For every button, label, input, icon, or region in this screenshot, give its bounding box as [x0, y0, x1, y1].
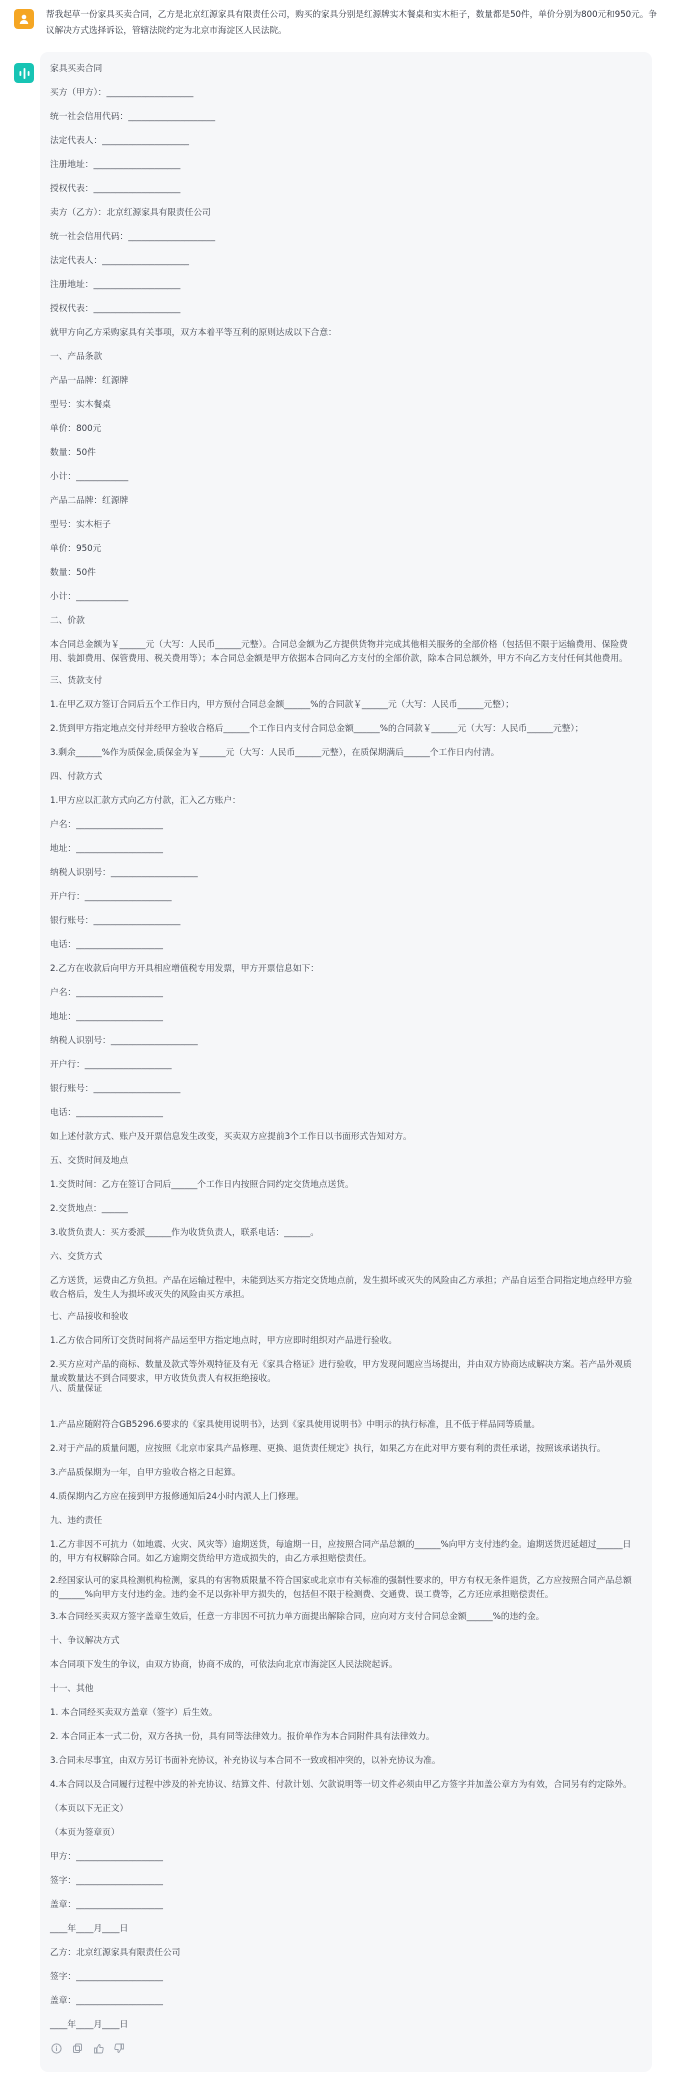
contract-line: 乙方：北京红源家具有限责任公司: [50, 1948, 181, 1958]
contract-line: ____年____月____日: [50, 1924, 129, 1934]
contract-line: 乙方送货，运费由乙方负担。产品在运输过程中，未能到达买方指定交货地点前，发生损坏或灭失的风险由乙方承担；产品自运至合同指定地点经甲方验收合格后，发生人为损坏或灭失的风险由买方承担。: [50, 1276, 633, 1300]
contract-line: 签字：____________________: [50, 1972, 163, 1982]
contract-line: 2. 本合同正本一式二份，双方各执一份，具有同等法律效力。报价单作为本合同附件具有法律效力。: [50, 1732, 435, 1742]
contract-line: 3.剩余______%作为质保金,质保金为￥______元（大写：人民币______元整），在质保期满后______个工作日内付清。: [50, 748, 500, 758]
contract-line: 六、交货方式: [50, 1252, 103, 1262]
contract-line: 1.在甲乙双方签订合同后五个工作日内，甲方预付合同总金额______%的合同款￥______元（大写：人民币______元整）；: [50, 700, 514, 710]
assistant-logo-icon: [14, 63, 34, 83]
contract-line: 十一、其他: [50, 1684, 94, 1694]
contract-line: 1.乙方依合同所订交货时间将产品运至甲方指定地点时，甲方应即时组织对产品进行验收。: [50, 1336, 398, 1346]
contract-line: 3.本合同经买卖双方签字盖章生效后，任意一方非因不可抗力单方面提出解除合同，应向对方支付合同总金额______%的违约金。: [50, 1612, 545, 1622]
contract-line: 签字：____________________: [50, 1876, 163, 1886]
contract-line: 1.乙方非因不可抗力（如地震、火灾、风灾等）逾期送货，每逾期一日，应按照合同产品总额的______%向甲方支付违约金。逾期送货迟延超过______日的，甲方有权解除合同。如乙方逾期交货给甲方造成损失的，由乙方承担赔偿责任。: [50, 1540, 632, 1564]
contract-line: 三、货款支付: [50, 676, 103, 686]
contract-line: 1.交货时间：乙方在签订合同后______个工作日内按照合同约定交货地点送货。: [50, 1180, 354, 1190]
contract-line: 买方（甲方）：____________________: [50, 88, 194, 98]
contract-title: 家具买卖合同: [50, 64, 103, 74]
contract-line: 纳税人识别号：____________________: [50, 868, 198, 878]
contract-line: 就甲方向乙方采购家具有关事项，双方本着平等互利的原则达成以下合意：: [50, 328, 337, 338]
contract-line: 法定代表人：____________________: [50, 136, 189, 146]
contract-line: 户名：____________________: [50, 820, 163, 830]
contract-line: 银行账号：____________________: [50, 916, 181, 926]
contract-line: 八、质量保证: [50, 1384, 103, 1394]
contract-line: 型号：实木餐桌: [50, 400, 111, 410]
response-actions: [50, 2042, 125, 2054]
contract-line: （本页为签章页）: [50, 1828, 120, 1838]
contract-line: 小计：____________: [50, 592, 129, 602]
contract-line: 单价：800元: [50, 424, 102, 434]
contract-line: 开户行：____________________: [50, 1060, 172, 1070]
contract-line: 4.本合同以及合同履行过程中涉及的补充协议、结算文件、付款计划、欠款说明等一切文件必须由甲乙方签字并加盖公章方为有效，合同另有约定除外。: [50, 1780, 632, 1790]
user-message: [14, 8, 664, 39]
contract-line: 1.产品应随附符合GB5296.6要求的《家具使用说明书》，达到《家具使用说明书》中明示的执行标准，且不低于样品同等质量。: [50, 1420, 541, 1430]
contract-line: 电话：____________________: [50, 940, 163, 950]
contract-line: 本合同项下发生的争议，由双方协商，协商不成的，可依法向北京市海淀区人民法院起诉。: [50, 1660, 398, 1670]
contract-line: 地址：____________________: [50, 1012, 163, 1022]
contract-line: 地址：____________________: [50, 844, 163, 854]
thumbs-up-icon[interactable]: [92, 2042, 104, 2054]
contract-line: 产品二品牌：红源牌: [50, 496, 129, 506]
contract-line: 甲方：____________________: [50, 1852, 163, 1862]
contract-line: 盖章：____________________: [50, 1996, 163, 2006]
contract-line: 3.产品质保期为一年，自甲方验收合格之日起算。: [50, 1468, 241, 1478]
contract-line: 一、产品条款: [50, 352, 103, 362]
contract-line: 统一社会信用代码：____________________: [50, 112, 216, 122]
contract-line: 十、争议解决方式: [50, 1636, 120, 1646]
contract-line: ____年____月____日: [50, 2020, 129, 2030]
contract-line: 2.货到甲方指定地点交付并经甲方验收合格后______个工作日内支付合同总金额______%的合同款￥______元（大写：人民币______元整）；: [50, 724, 584, 734]
contract-line: 法定代表人：____________________: [50, 256, 189, 266]
contract-line: 2.经国家认可的家具检测机构检测，家具的有害物质限量不符合国家或北京市有关标准的强制性要求的，甲方有权无条件退货，乙方应按照合同产品总额的______%向甲方支付违约金。违约金不足以弥补甲方损失的，包括但不限于检测费、交通费、误工费等，乙方还应承担赔偿责任。: [50, 1576, 632, 1600]
contract-line: 1.甲方应以汇款方式向乙方付款，汇入乙方账户：: [50, 796, 241, 806]
contract-line: 卖方（乙方）：北京红源家具有限责任公司: [50, 208, 211, 218]
contract-line: 注册地址：____________________: [50, 160, 181, 170]
contract-line: 3.收货负责人：买方委派______作为收货负责人，联系电话：______。: [50, 1228, 319, 1238]
contract-line: 2.乙方在收款后向甲方开具相应增值税专用发票，甲方开票信息如下：: [50, 964, 319, 974]
contract-line: 银行账号：____________________: [50, 1084, 181, 1094]
contract-line: 本合同总金额为￥______元（大写：人民币______元整）。合同总金额为乙方提供货物并完成其他相关服务的全部价格（包括但不限于运输费用、保险费用、装卸费用、保管费用、税关费用等）；本合同总金额是甲方依据本合同向乙方支付的全部价款，除本合同总额外，甲方不向乙方支付任何其他费用。: [50, 640, 628, 664]
contract-line: 3.合同未尽事宜，由双方另订书面补充协议，补充协议与本合同不一致或相冲突的，以补充协议为准。: [50, 1756, 441, 1766]
contract-line: 数量：50件: [50, 568, 96, 578]
info-icon[interactable]: [50, 2042, 62, 2054]
contract-line: 五、交货时间及地点: [50, 1156, 129, 1166]
contract-line: 授权代表：____________________: [50, 184, 181, 194]
contract-line: （本页以下无正文）: [50, 1804, 129, 1814]
contract-line: 四、付款方式: [50, 772, 103, 782]
contract-line: 注册地址：____________________: [50, 280, 181, 290]
contract-line: 盖章：____________________: [50, 1900, 163, 1910]
contract-line: 九、违约责任: [50, 1516, 103, 1526]
contract-line: 七、产品接收和验收: [50, 1312, 129, 1322]
contract-line: 小计：____________: [50, 472, 129, 482]
contract-line: 二、价款: [50, 616, 85, 626]
contract-line: 4.质保期内乙方应在接到甲方报修通知后24小时内派人上门修理。: [50, 1492, 304, 1502]
contract-line: 如上述付款方式、账户及开票信息发生改变，买卖双方应提前3个工作日以书面形式告知对方。: [50, 1132, 412, 1142]
contract-line: 开户行：____________________: [50, 892, 172, 902]
contract-line: 型号：实木柜子: [50, 520, 111, 530]
contract-line: 纳税人识别号：____________________: [50, 1036, 198, 1046]
contract-line: 授权代表：____________________: [50, 304, 181, 314]
contract-line: 2.买方应对产品的商标、数量及款式等外观特征及有无《家具合格证》进行验收，甲方发现问题应当场提出，并由双方协商达成解决方案。若产品外观质量或数量达不到合同要求，甲方收货负责人有权拒绝接收。: [50, 1360, 632, 1384]
contract-line: 单价：950元: [50, 544, 102, 554]
contract-line: 统一社会信用代码：____________________: [50, 232, 216, 242]
contract-line: 电话：____________________: [50, 1108, 163, 1118]
contract-line: 2.对于产品的质量问题，应按照《北京市家具产品修理、更换、退货责任规定》执行，如果乙方在此对甲方要有利的责任承诺，按照该承诺执行。: [50, 1444, 606, 1454]
contract-line: 产品一品牌：红源牌: [50, 376, 129, 386]
contract-line: 1. 本合同经买卖双方盖章（签字）后生效。: [50, 1708, 218, 1718]
user-avatar-icon: [14, 9, 34, 29]
user-message-text: 帮我起草一份家具买卖合同，乙方是北京红源家具有限责任公司，购买的家具分别是红源牌实木餐桌和实木柜子，数量都是50件，单价分别为800元和950元。争议解决方式选择诉讼，管辖法院约定为北京市海淀区人民法院。: [46, 10, 657, 36]
assistant-response-card: [40, 52, 652, 2072]
copy-icon[interactable]: [71, 2042, 83, 2054]
contract-line: 户名：____________________: [50, 988, 163, 998]
thumbs-down-icon[interactable]: [113, 2042, 125, 2054]
contract-line: 数量：50件: [50, 448, 96, 458]
contract-line: 2.交货地点：______: [50, 1204, 128, 1214]
